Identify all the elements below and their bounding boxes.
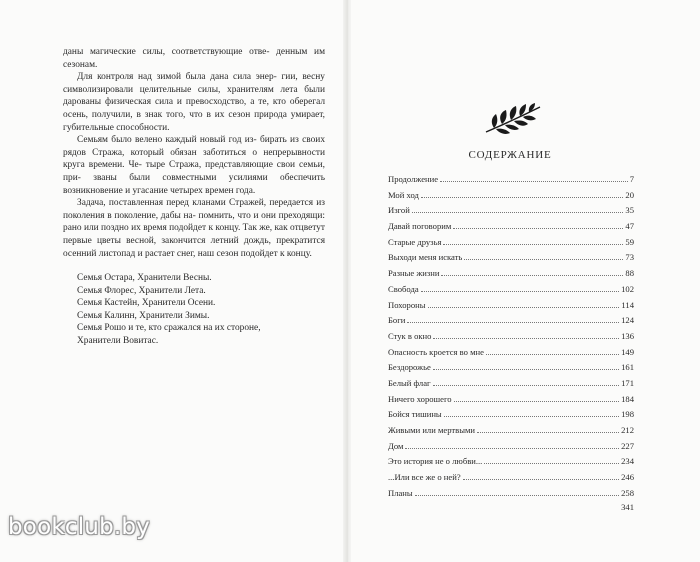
toc-entry-page: 258 [621,487,634,498]
text-line: даны магические силы, соответствующие отве- [63,47,270,57]
text-line: умирает, губительные способности. [63,109,326,133]
toc-leader-dots [463,472,619,480]
paragraph [63,46,325,71]
text-line: наш сезон подойдет к концу. [197,248,312,259]
toc-leader-dots [421,284,619,292]
family-line: Семья Рошо и те, кто сражался на их стороне, [77,323,261,334]
toc-entry [388,174,634,190]
toc-entry-page: 102 [621,283,634,294]
toc-entry [388,394,634,410]
toc-entry-title: Опасность кроется во мне [388,346,484,357]
toc-entry-page: 198 [621,409,634,420]
toc-leader-dots [407,315,619,323]
family-line: Семья Кастейн, Хранители Осени. [77,298,216,309]
toc-entry [388,237,634,253]
toc-entry [388,347,634,363]
toc-entry [388,331,634,347]
paragraph [63,134,325,197]
toc-entry-title: Бездорожье [388,362,431,373]
toc-leader-dots [486,347,619,355]
toc-entry-title: Разные жизни [388,268,440,279]
text-line: первые цветы весной, закончится летний дождь, [63,235,271,246]
toc-leader-dots [415,488,619,496]
family-line: Семья Флорес, Хранители Лета. [77,285,206,296]
families-list [63,272,325,348]
toc-leader-dots [433,331,619,339]
family-line: Семья Остара, Хранители Весны. [77,273,212,284]
toc-leader-dots [444,409,619,417]
toc-entry [388,315,634,331]
toc-leader-dots [433,362,619,370]
toc-entry [388,190,634,206]
toc-entry-title: Изгой [388,205,410,216]
family-line: Семья Калинн, Хранители Зимы. [77,310,210,321]
toc-entry-page: 161 [621,362,634,373]
toc-entry [388,284,634,300]
toc-leader-dots [405,441,619,449]
toc-entry-page: 124 [621,315,634,326]
toc-entry-title: Это история не о любви... [388,456,483,467]
text-line: гии, весну символизировали целительные силы, [63,72,325,95]
left-page [0,0,346,562]
text-line: их время подойдет к концу. Так же, как отцветут [131,223,325,234]
text-line: сила и превосходство, а те, кто оберегал осень, [63,97,326,120]
toc-entry-page: 234 [621,456,634,467]
toc-leader-dots [464,252,623,260]
toc-entry-page: 59 [625,236,634,247]
table-of-contents [388,174,634,503]
toc-entry-title: Свобода [388,283,419,294]
toc-title: СОДЕРЖАНИЕ [468,149,552,161]
toc-entry [388,441,634,457]
text-line: бирать из своих рядов Стража, который обязан [63,135,326,158]
toc-entry-title: Ничего хорошего [388,393,452,404]
toc-entry-page: 136 [621,330,634,341]
leaf-branch-icon [480,102,546,138]
toc-entry-page: 114 [621,299,634,310]
toc-entry-title: Стук в окно [388,330,432,341]
toc-entry-title: Похороны [388,299,426,310]
toc-entry-title: Продолжение [388,174,439,184]
watermark: bookclub.by [8,514,150,540]
toc-entry-page: 171 [621,377,634,388]
toc-leader-dots [484,456,619,464]
text-line: заботиться о непрерывности круга времени. Че- [63,147,326,171]
toc-entry [388,221,634,237]
toc-entry-page: 20 [625,189,634,200]
toc-leader-dots [440,174,628,182]
toc-entry-page: 212 [621,425,634,435]
toc-entry [388,425,634,441]
toc-entry [388,252,634,268]
toc-entry-page: 73 [625,252,634,263]
toc-entry-title: Планы [388,487,413,498]
toc-leader-dots [453,221,623,229]
toc-entry [388,268,634,284]
toc-entry-title: Выходи меня искать [388,252,463,263]
toc-entry-title: ...Или все же о ней? [388,472,461,483]
text-line: возникновение и угасание четырех времен года. [63,185,256,196]
toc-leader-dots [454,394,620,402]
toc-leader-dots [443,237,623,245]
text-line: Семьям было велено каждый новый год из- [77,135,257,146]
text-line: помнить, что и они преходящи: рано или поздно [63,210,326,234]
toc-leader-dots [412,205,624,213]
toc-entry [388,488,634,504]
paragraph [63,197,325,260]
paragraph [63,71,325,134]
toc-entry [388,409,634,425]
toc-entry-page: 149 [621,346,634,357]
toc-entry [388,378,634,394]
text-line: денным им сезонам. [63,47,325,70]
text-line: Задача, поставленная перед кланами Стражей, [77,198,267,209]
toc-entry-title: Боги [388,315,406,326]
body-text [63,46,325,348]
toc-leader-dots [428,300,620,308]
text-line: хранителям лета были дарованы физическая [63,84,325,108]
toc-entry-title: Мой ход [388,189,419,200]
toc-entry [388,456,634,472]
toc-entry-page: 47 [625,221,634,232]
toc-leader-dots [433,378,620,386]
toc-entry [388,362,634,378]
toc-leader-dots [421,190,624,198]
toc-leader-dots [441,268,623,276]
page-number: 341 [621,502,634,512]
toc-entry-page: 7 [629,174,634,184]
toc-entry-title: Дом [388,440,404,451]
toc-entry-page: 227 [621,440,634,451]
toc-entry-title: Живыми или мертвыми [388,425,476,435]
toc-entry-title: Бойся тишины [388,409,442,420]
family-line: Хранители Вовитас. [77,336,159,347]
toc-entry-page: 184 [621,393,634,404]
toc-entry-page: 246 [621,472,634,483]
toc-entry [388,472,634,488]
text-line: прекратится осенний листопад и растает снег, [63,235,326,259]
toc-entry [388,300,634,316]
toc-entry-page: 88 [625,268,634,279]
text-line: Для контроля над зимой была дана сила энер- [77,72,277,83]
text-line: передается из поколения в поколение, дабы на- [63,198,326,221]
text-line: получили, в знак того, что в их сезон природа [91,109,287,120]
toc-entry [388,205,634,221]
text-line: тыре Стража, представляющие свои семьи, при- [63,160,325,183]
toc-entry-title: Старые друзья [388,236,442,247]
toc-entry-title: Давай поговорим [388,221,452,232]
toc-entry-page: 35 [625,205,634,216]
text-line: званы были совместными усилиями обеспечить [93,172,325,183]
toc-leader-dots [477,425,619,433]
toc-entry-title: Белый флаг [388,377,431,388]
